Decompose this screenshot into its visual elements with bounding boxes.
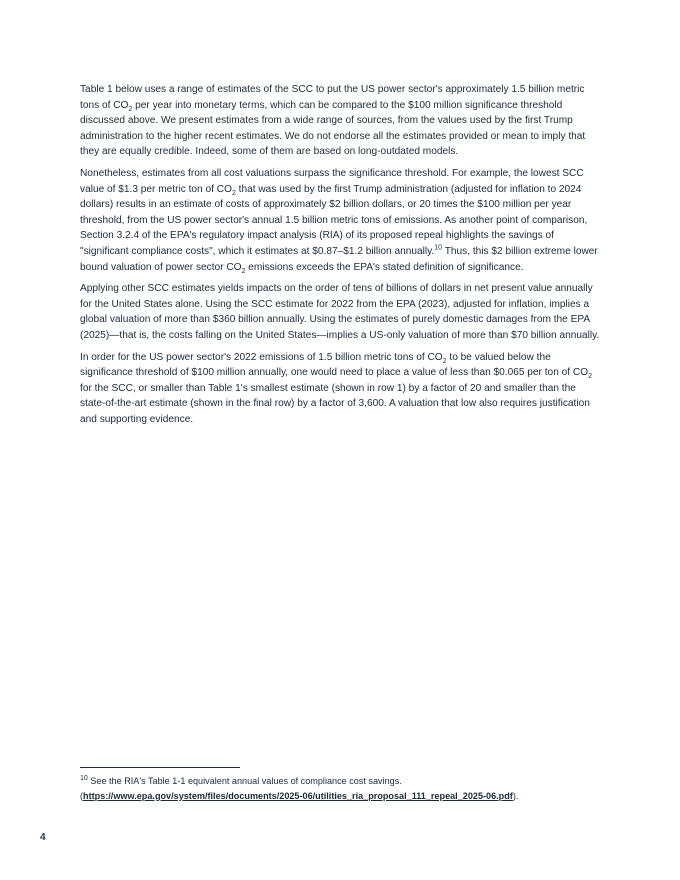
footnote-link-open: ( <box>80 790 84 801</box>
subscript: 2 <box>442 357 447 365</box>
text-run: per year into monetary terms, which can be compared to the $100 million significance threshold discussed above. We present estimates from a wide range of sources, from the values used by the first Trump administration to the higher recent estimates. We do not endorse all the estimates provided or mean to imply that they are equally credible. Indeed, some of them are based on long-outdated models. <box>80 99 586 158</box>
text-run: In order for the US power sector's 2022 emissions of 1.5 billion metric tons of CO <box>80 351 443 363</box>
footnote <box>80 774 602 803</box>
footnote-ref: 10 <box>434 244 443 252</box>
text-run: Table 1 below uses a range of estimates of the SCC to put the US power sector's approximately 1.5 billion metric tons of CO <box>80 84 585 111</box>
page-number: 4 <box>40 832 46 843</box>
paragraph <box>80 166 602 275</box>
subscript: 2 <box>588 373 592 381</box>
text-run: Nonetheless, estimates from all cost valuations surpass the significance threshold. For example, the lowest SCC value of $1.3 per metric ton of CO <box>80 167 584 195</box>
footnote-text: See the RIA's Table 1-1 equivalent annual values of compliance cost savings. <box>87 776 402 786</box>
footnote-link-close: ). <box>512 790 519 801</box>
text-run: to be valued below the significance threshold of $100 million annually, one would need to place a value of less than $0.065 per ton of CO <box>80 351 589 379</box>
footnote-divider <box>80 767 240 768</box>
body-text <box>80 82 602 433</box>
footnote-link[interactable]: https://www.epa.gov/system/files/documents/2025-06/utilities_ria_proposal_111_repeal_2025-06.pdf <box>83 790 513 801</box>
paragraph <box>80 281 602 343</box>
text-run: for the SCC, or smaller than Table 1's smallest estimate (shown in row 1) by a factor of 20 and smaller than the state-of-the-art estimate (shown in the final row) by a factor of 3,600. A valuation that low also requires justification and supporting evidence. <box>80 382 590 425</box>
text-run: Applying other SCC estimates yields impacts on the order of tens of billions of dollars in net present value annually for the United States alone. Using the SCC estimate for 2022 from the EPA (2023), adjusted for inflation, implies a global valuation of more than $360 billion annually. Using the estimates of purely domestic damages from the EPA (2025)—that is, the costs falling on the United States—implies a US-only valuation of more than $70 billion annually. <box>80 283 600 341</box>
subscript: 2 <box>241 267 246 275</box>
paragraph <box>80 82 602 160</box>
subscript: 2 <box>231 189 236 197</box>
text-run: Thus, this $2 billion extreme lower bound valuation of power sector CO <box>80 245 598 273</box>
paragraph <box>80 350 602 428</box>
text-run: that was used by the first Trump administration (adjusted for inflation to 2024 dollars) results in an estimate of costs of approximately $2 billion dollars, or 20 times the $100 million per year threshold, from the US power sector's annual 1.5 billion metric tons of emissions. As another point of comparison, Section 3.2.4 of the EPA's regulatory impact analysis (RIA) of its proposed repeal highlights the savings of "significant compliance costs", which it estimates at $0.87–$1.2 billion annually. <box>80 183 588 257</box>
subscript: 2 <box>128 105 133 113</box>
footnote-marker: 10 <box>80 774 88 782</box>
text-run: emissions exceeds the EPA's stated definition of significance. <box>245 261 524 273</box>
